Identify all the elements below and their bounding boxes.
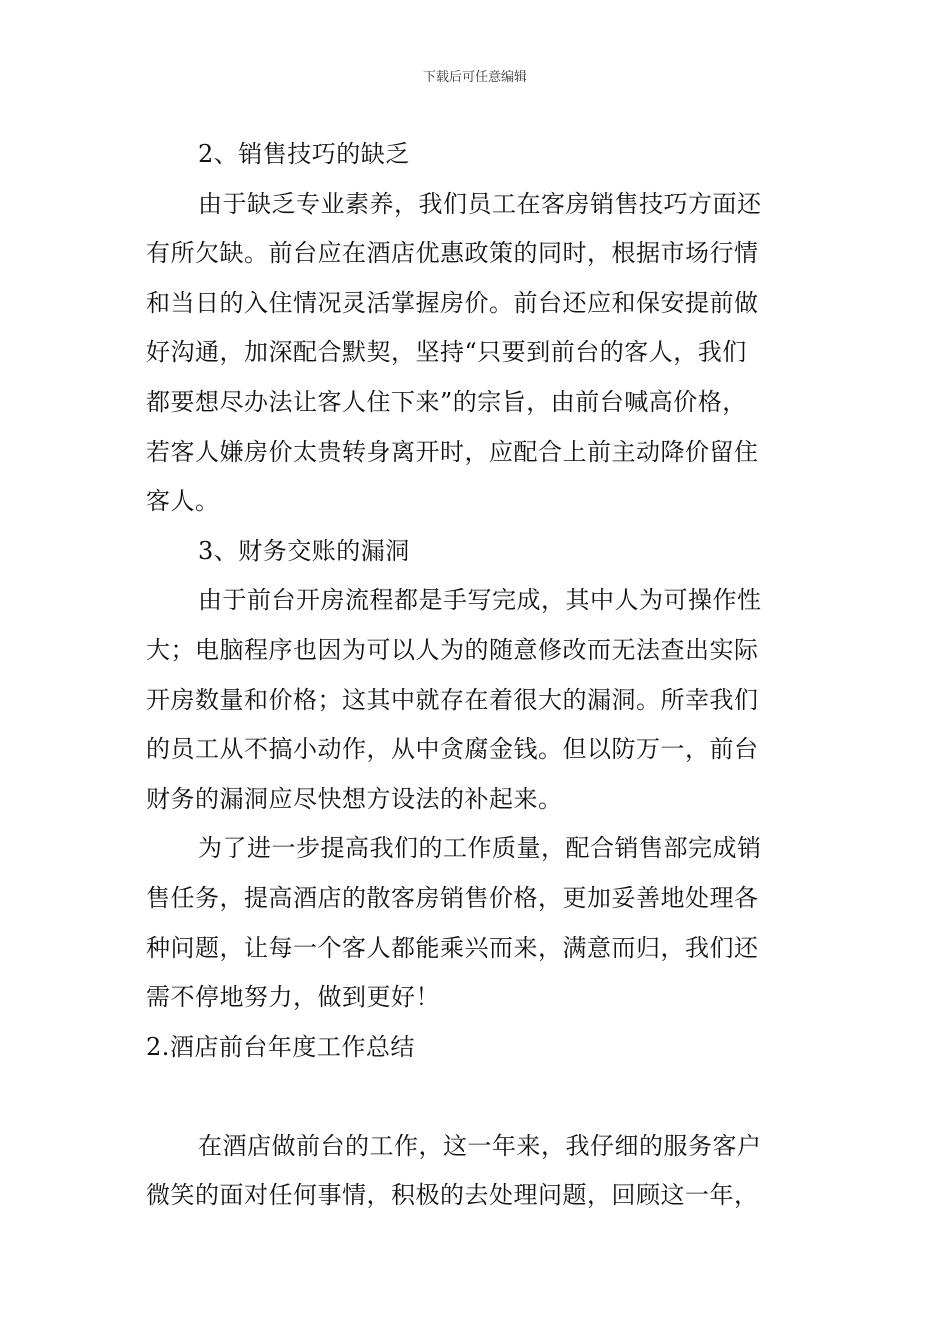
paragraph-line: 好沟通，加深配合默契，坚持“只要到前台的客人，我们 [146,338,747,367]
paragraph-line: 财务的漏洞应尽快想方设法的补起来。 [146,784,563,813]
paragraph-line: 和当日的入住情况灵活掌握房价。前台还应和保安提前做 [146,288,759,317]
paragraph-line: 有所欠缺。前台应在酒店优惠政策的同时，根据市场行情 [146,239,759,268]
paragraph-line: 大；电脑程序也因为可以人为的随意修改而无法查出实际 [146,635,759,664]
paragraph-line: 开房数量和价格；这其中就存在着很大的漏洞。所幸我们 [146,685,759,714]
paragraph-line: 的员工从不搞小动作，从中贪腐金钱。但以防万一，前台 [146,735,759,764]
blank-line [146,1072,806,1122]
document-body [146,130,806,1221]
section-heading-sales-skills: 2、销售技巧的缺乏 [198,140,410,168]
section-heading-finance: 3、财务交账的漏洞 [198,536,410,565]
page-header: 下载后可任意编辑 [422,70,527,85]
paragraph-line: 售任务，提高酒店的散客房销售价格，更加妥善地处理各 [146,883,759,912]
paragraph-line: 都要想尽办法让客人住下来”的宗旨，由前台喊高价格， [146,387,747,416]
paragraph-line: 种问题，让每一个客人都能乘兴而来，满意而归，我们还 [146,933,759,962]
paragraph-line: 在酒店做前台的工作，这一年来，我仔细的服务客户 [198,1131,762,1160]
paragraph-line: 微笑的面对任何事情，积极的去处理问题，回顾这一年， [146,1181,759,1210]
paragraph-line: 客人。 [146,487,220,516]
paragraph-line: 为了进一步提高我们的工作质量，配合销售部完成销 [198,834,762,863]
document-title: 2.酒店前台年度工作总结 [146,1032,415,1061]
paragraph-line: 若客人嫌房价太贵转身离开时，应配合上前主动降价留住 [146,437,759,466]
paragraph-line: 需不停地努力，做到更好！ [146,983,440,1012]
paragraph-line: 由于前台开房流程都是手写完成，其中人为可操作性 [198,586,762,615]
paragraph-line: 由于缺乏专业素养，我们员工在客房销售技巧方面还 [198,189,762,218]
